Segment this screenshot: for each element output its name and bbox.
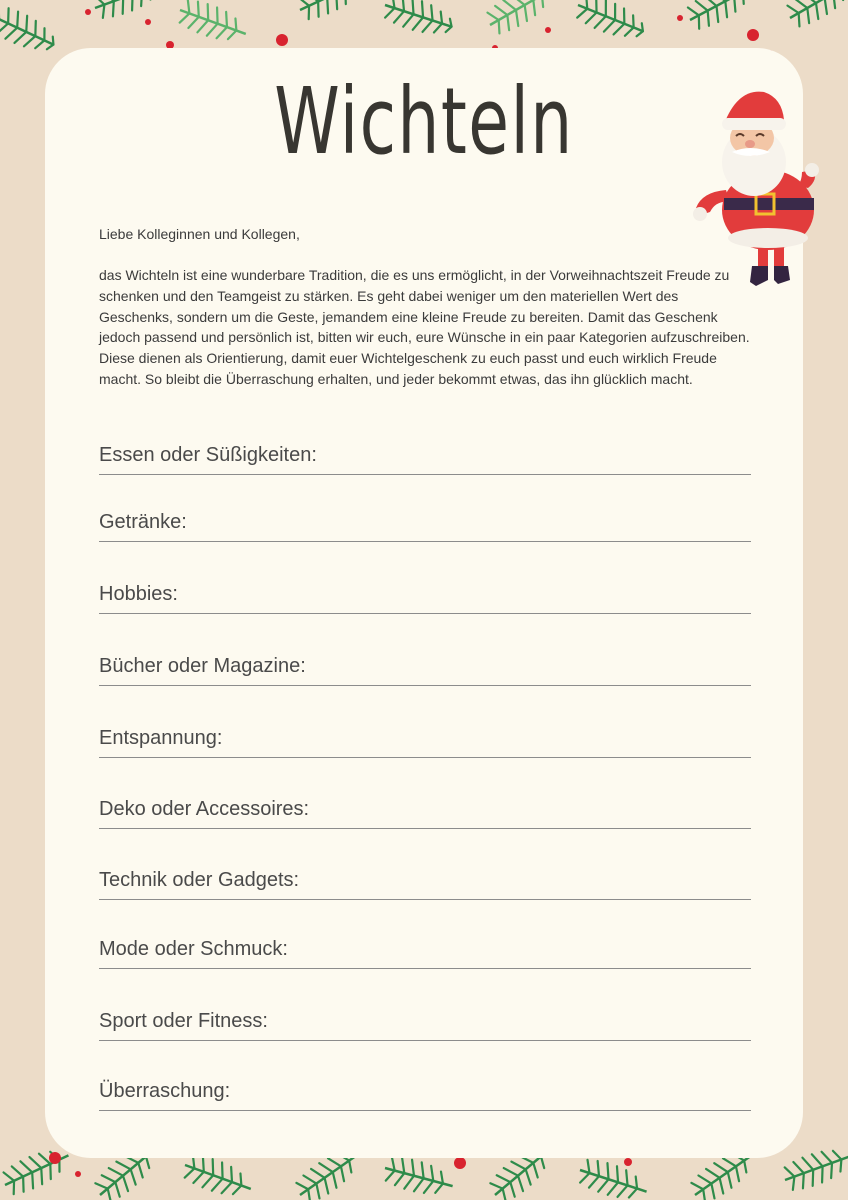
field-input-food[interactable]: [327, 442, 751, 470]
wish-field-surprise[interactable]: [99, 1074, 751, 1111]
santa-claus-icon: [686, 80, 821, 290]
wish-field-relaxation[interactable]: [99, 721, 751, 758]
page-title: Wichteln: [274, 68, 574, 175]
field-input-relaxation[interactable]: [327, 725, 751, 753]
field-input-tech[interactable]: [327, 867, 751, 895]
wish-field-food[interactable]: [99, 438, 751, 475]
intro-paragraph: das Wichteln ist eine wunderbare Tradition, die es uns ermöglicht, in der Vorweihnachtszeit Freude zu schenken und den Teamgeist zu stärken. Es geht dabei weniger um den materiellen Wert des Geschenks, sondern um die Geste, jemandem eine kleine Freude zu bereiten. Damit das Geschenk jedoch passend und persönlich ist, bitten wir euch, eure Wünsche in ein paar Kategorien aufzuschreiben. Diese dienen als Orientierung, damit euer Wichtelgeschenk zu euch passt und euch wirklich Freude macht. So bleibt die Überraschung erhalten, und jeder bekommt etwas, das ihn glücklich macht.: [99, 267, 750, 387]
wish-field-drinks[interactable]: [99, 505, 751, 542]
field-input-sport[interactable]: [327, 1008, 751, 1036]
greeting: Liebe Kolleginnen und Kollegen,: [99, 226, 300, 242]
field-input-drinks[interactable]: [327, 509, 751, 537]
field-input-surprise[interactable]: [327, 1078, 751, 1106]
field-label: Bücher oder Magazine:: [99, 655, 306, 677]
field-label: Essen oder Süßigkeiten:: [99, 444, 317, 466]
field-label: Entspannung:: [99, 727, 223, 749]
field-input-fashion[interactable]: [327, 936, 751, 964]
wish-field-hobbies[interactable]: [99, 577, 751, 614]
wish-field-books[interactable]: [99, 649, 751, 686]
wish-field-sport[interactable]: [99, 1004, 751, 1041]
field-label: Getränke:: [99, 511, 187, 533]
field-label: Hobbies:: [99, 583, 178, 605]
wish-field-fashion[interactable]: [99, 932, 751, 969]
wish-field-tech[interactable]: [99, 863, 751, 900]
wish-field-decor[interactable]: [99, 792, 751, 829]
field-label: Überraschung:: [99, 1080, 231, 1102]
field-label: Technik oder Gadgets:: [99, 869, 300, 891]
field-label: Deko oder Accessoires:: [99, 798, 310, 820]
field-input-books[interactable]: [327, 653, 751, 681]
field-input-hobbies[interactable]: [327, 581, 751, 609]
field-input-decor[interactable]: [327, 796, 751, 824]
field-label: Sport oder Fitness:: [99, 1010, 268, 1032]
field-label: Mode oder Schmuck:: [99, 938, 288, 960]
